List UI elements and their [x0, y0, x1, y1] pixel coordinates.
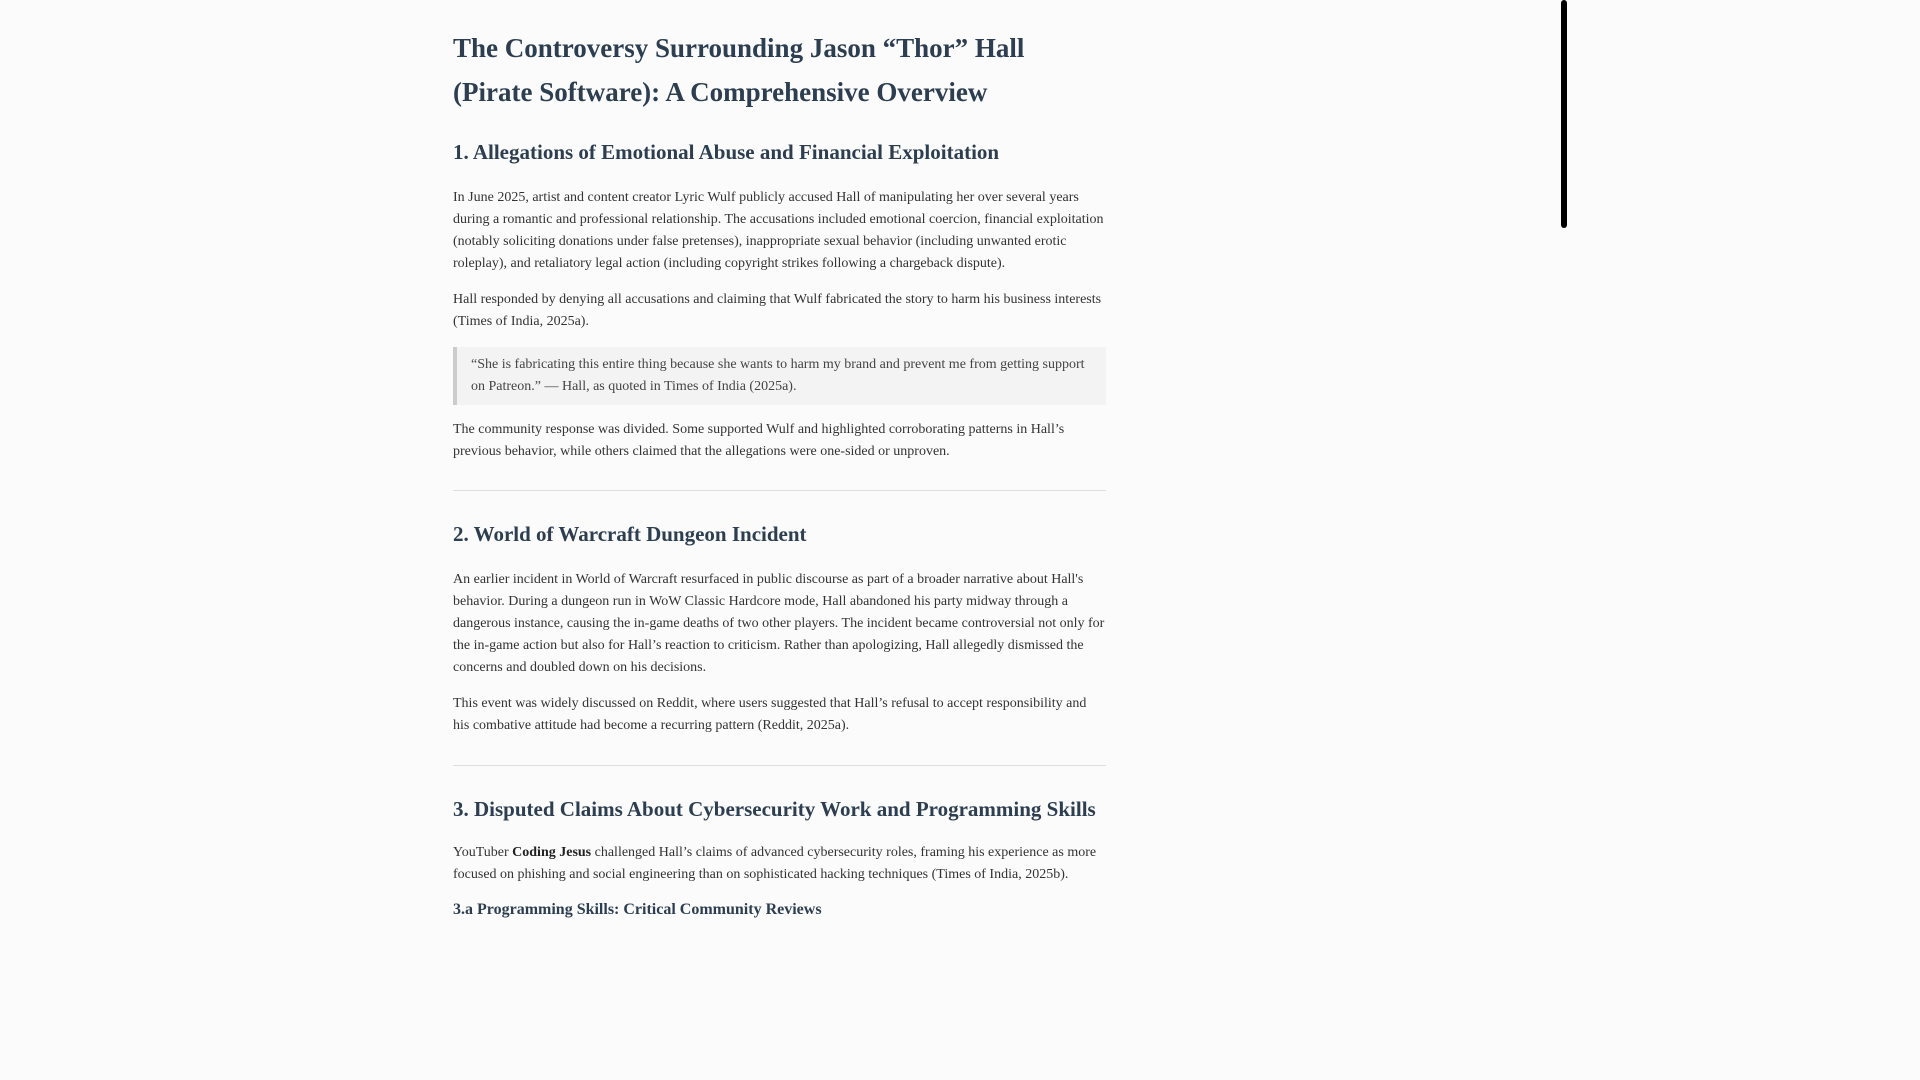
section-divider — [453, 765, 1106, 766]
article — [453, 0, 1106, 921]
section-3-heading: 3. Disputed Claims About Cybersecurity Work and Programming Skills — [453, 797, 1096, 821]
section-1-paragraph-3: The community response was divided. Some supported Wulf and highlighted corroborating patterns in Hall’s previous behavior, while others claimed that the allegations were one-sided or unproven. — [453, 422, 1065, 459]
section-1-heading: 1. Allegations of Emotional Abuse and Financial Exploitation — [453, 140, 1000, 164]
section-3-paragraph-1 — [453, 842, 1106, 886]
text-prefix: YouTuber — [453, 845, 513, 860]
section-3a-heading: 3.a Programming Skills: Critical Community Reviews — [453, 901, 822, 918]
section-divider — [453, 490, 1106, 491]
scrollbar-thumb[interactable] — [1561, 0, 1567, 228]
section-1-quote: “She is fabricating this entire thing because she wants to harm my brand and prevent me from getting support on Patreon.” — Hall, as quoted in Times of India (2025a). — [453, 347, 1106, 405]
section-2-heading: 2. World of Warcraft Dungeon Incident — [453, 522, 807, 546]
text-suffix: challenged Hall’s claims of advanced cybersecurity roles, framing his experience as more focused on phishing and social engineering than on sophisticated hacking techniques (Times of India, 2025b). — [453, 845, 1097, 882]
vertical-scrollbar[interactable] — [1560, 0, 1568, 882]
page-title: The Controversy Surrounding Jason “Thor” Hall (Pirate Software): A Comprehensive Overview — [453, 33, 1025, 107]
section-2-paragraph-2: This event was widely discussed on Reddit, where users suggested that Hall’s refusal to accept responsibility and his combative attitude had become a recurring pattern (Reddit, 2025a). — [453, 696, 1087, 733]
coding-jesus-name: Coding Jesus — [512, 845, 592, 860]
section-2-paragraph-1: An earlier incident in World of Warcraft resurfaced in public discourse as part of a broader narrative about Hall's behavior. During a dungeon run in WoW Classic Hardcore mode, Hall abandoned his party midway through a dangerous instance, causing the in-game deaths of two other players. The incident became controversial not only for the in-game action but also for Hall’s reaction to criticism. Rather than apologizing, Hall allegedly dismissed the concerns and doubled down on his decisions. — [453, 572, 1105, 675]
section-1-paragraph-2: Hall responded by denying all accusations and claiming that Wulf fabricated the story to harm his business interests (Times of India, 2025a). — [453, 292, 1102, 329]
section-1-paragraph-1: In June 2025, artist and content creator Lyric Wulf publicly accused Hall of manipulating her over several years during a romantic and professional relationship. The accusations included emotional coercion, financial exploitation (notably soliciting donations under false pretenses), inappropriate sexual behavior (including unwanted erotic roleplay), and retaliatory legal action (including copyright strikes following a chargeback dispute). — [453, 190, 1104, 271]
